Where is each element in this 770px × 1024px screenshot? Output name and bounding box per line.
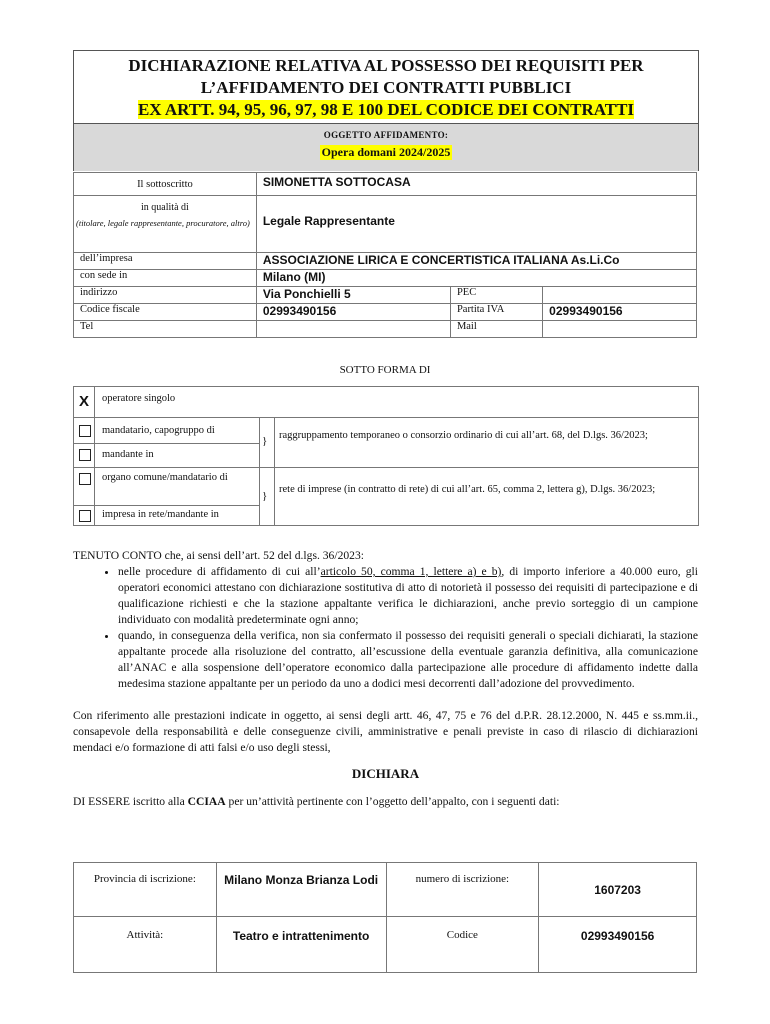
impresa-field[interactable]: ASSOCIAZIONE LIRICA E CONCERTISTICA ITALIANA As.Li.Co [256,253,696,270]
document-header [73,50,699,171]
oggetto-label: OGGETTO AFFIDAMENTO: [323,130,449,140]
singolo-checkbox-cell[interactable] [74,387,95,417]
mandatario-label: mandatario, capogruppo di [102,425,215,436]
bullet-list [73,564,698,692]
attivita-field[interactable]: Teatro e intrattenimento [216,917,386,973]
cciaa-table [73,862,697,973]
sede-field[interactable]: Milano (MI) [256,270,696,287]
mail-field[interactable] [543,321,697,338]
qualita-hint: (titolare, legale rappresentante, procuratore, altro) [76,218,250,228]
singolo-x-mark: X [79,393,90,410]
title-line-3: EX ARTT. 94, 95, 96, 97, 98 E 100 DEL CODICE DEI CONTRATTI [137,100,635,119]
attivita-label: Attività: [74,917,217,973]
piva-label: Partita IVA [450,304,542,321]
qualita-field[interactable]: Legale Rappresentante [256,196,696,253]
document-title [74,51,698,127]
cf-label: Codice fiscale [74,304,257,321]
bullet-2: • quando, in conseguenza della verifica, non sia confermato il possesso dei requisiti generali o speciali dichiarati, la stazione appaltante procede alla risoluzione del contratto, all’escussione della eventuale garanzia definitiva, alla comunicazione all’ANAC e alla sospensione dell’operatore economico dalla partecipazione alle procedure di affidamento indette dalla medesima stazione appaltante per un periodo da uno a dodici mesi decorrenti dall’adozione del provvedimento. [118,628,698,692]
qualita-label: in qualità di [141,202,189,213]
mandante-label: mandante in [102,449,154,460]
organo-checkbox[interactable] [79,473,91,485]
impresa-label: dell’impresa [74,253,257,270]
cf-field[interactable]: 02993490156 [256,304,450,321]
numero-label: numero di iscrizione: [386,863,539,917]
sottoscritto-field[interactable]: SIMONETTA SOTTOCASA [256,173,696,196]
tenuto-conto: TENUTO CONTO che, ai sensi dell’art. 52 del d.lgs. 36/2023: [73,549,364,562]
cciaa-paragraph: DI ESSERE iscritto alla CCIAA per un’attività pertinente con l’oggetto dell’appalto, con i seguenti dati: [73,795,560,808]
mandatario-checkbox[interactable] [79,425,91,437]
singolo-label: operatore singolo [102,393,176,404]
indirizzo-field[interactable]: Via Ponchielli 5 [256,287,450,304]
body-text [73,548,698,810]
rete-label: rete di imprese (in contratto di rete) di cui all’art. 65, comma 2, lettera g), D.lgs. 36/2023; [279,484,656,495]
raggruppamento-label: raggruppamento temporaneo o consorzio ordinario di cui all’art. 68, del D.lgs. 36/2023; [279,430,648,441]
provincia-label: Provincia di iscrizione: [74,863,217,917]
organo-label: organo comune/mandatario di [102,472,228,483]
sede-label: con sede in [74,270,257,287]
pec-field[interactable] [543,287,697,304]
tel-field[interactable] [256,321,450,338]
piva-field[interactable]: 02993490156 [543,304,697,321]
mandante-checkbox[interactable] [79,449,91,461]
forma-title: SOTTO FORMA DI [339,364,431,376]
provincia-field[interactable]: Milano Monza Brianza Lodi [216,863,386,917]
tel-label: Tel [74,321,257,338]
forma-box [73,386,699,526]
title-line-2: L’AFFIDAMENTO DEI CONTRATTI PUBBLICI [200,78,572,97]
brace-1: } [262,435,268,447]
impresa-rete-checkbox[interactable] [79,510,91,522]
oggetto-section [74,123,698,171]
codice-label: Codice [386,917,539,973]
bullet-1: • nelle procedure di affidamento di cui all’articolo 50, comma 1, lettere a) e b), di importo inferiore a 40.000 euro, gli operatori economici attestano con dichiarazione sostitutiva di atto di notorietà il possesso dei requisiti di partecipazione e di qualificazione richiesti e che la stazione appaltante verifica le dichiarazioni, anche previo sorteggio di un campione individuato con modalità predeterminate ogni anno; [118,564,698,628]
brace-2: } [262,490,268,502]
impresa-rete-label: impresa in rete/mandante in [102,509,219,520]
indirizzo-label: indirizzo [74,287,257,304]
mail-label: Mail [450,321,542,338]
dichiara-heading: DICHIARA [351,766,420,781]
oggetto-value: Opera domani 2024/2025 [321,145,451,159]
declarant-table [73,172,697,338]
pec-label: PEC [450,287,542,304]
title-line-1: DICHIARAZIONE RELATIVA AL POSSESSO DEI REQUISITI PER [128,56,644,75]
codice-field[interactable]: 02993490156 [539,917,697,973]
sottoscritto-label: Il sottoscritto [74,173,257,196]
numero-field[interactable]: 1607203 [539,863,697,917]
articolo-link[interactable]: articolo 50, comma 1, lettere a) e b) [320,565,502,578]
riferimento-paragraph: Con riferimento alle prestazioni indicate in oggetto, ai sensi degli artt. 46, 47, 75 e 76 del d.P.R. 28.12.2000, N. 445 e ss.mm.ii., consapevole della responsabilità e delle conseguenze civili, amministrative e penali previste in caso di rilascio di dichiarazioni mendaci e/o formazione di atti falsi e/o uso degli stessi, [73,709,698,754]
